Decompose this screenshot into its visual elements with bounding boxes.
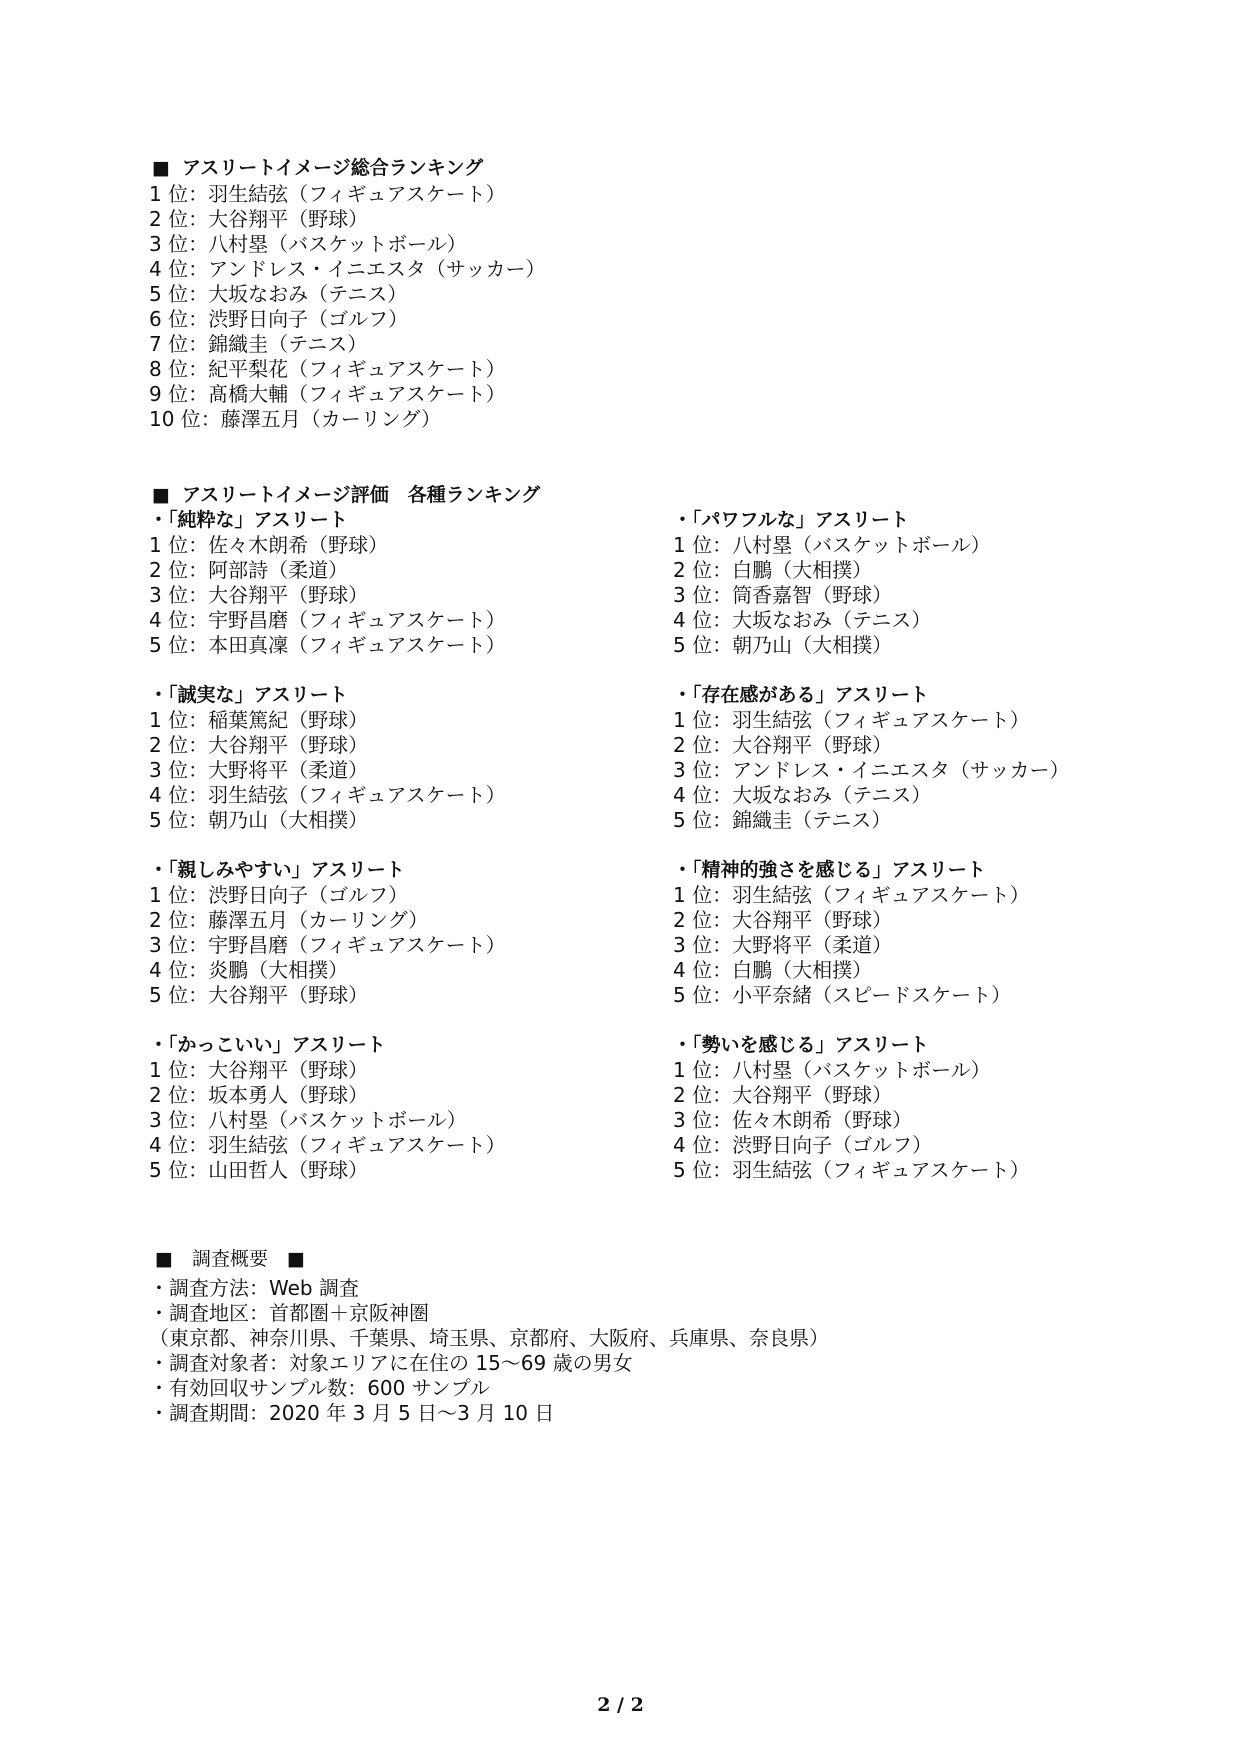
survey-details-list [149,1276,829,1426]
list-item: 4 位：羽生結弦（フィギュアスケート） [149,783,506,807]
survey-period: ・調査期間：2020 年 3 月 5 日～3 月 10 日 [149,1401,555,1425]
list-item: 4 位：渋野日向子（ゴルフ） [673,1133,933,1157]
list-item: 1 位：羽生結弦（フィギュアスケート） [673,883,1030,907]
survey-sample-count: ・有効回収サンプル数：600 サンプル [149,1376,490,1400]
list-item: 3 位：八村塁（バスケットボール） [149,232,467,256]
list-item: 3 位：アンドレス・イニエスタ（サッカー） [673,758,1070,782]
list-item: 5 位：朝乃山（大相撲） [149,808,369,832]
list-item: 3 位：大野将平（柔道） [673,933,893,957]
list-item: 1 位：渋野日向子（ゴルフ） [149,883,409,907]
list-item: 1 位：大谷翔平（野球） [149,1058,369,1082]
list-item: 5 位：大谷翔平（野球） [149,983,369,1007]
list-item: 4 位：宇野昌磨（フィギュアスケート） [149,608,506,632]
list-item: 3 位：大谷翔平（野球） [149,583,369,607]
category-title: ・「純粋な」アスリート [149,509,348,531]
survey-target: ・調査対象者：対象エリアに在住の 15～69 歳の男女 [149,1351,633,1375]
list-item: 2 位：大谷翔平（野球） [149,207,369,231]
category-sincere [149,683,629,833]
list-item: 7 位：錦織圭（テニス） [149,332,368,356]
list-item: 10 位：藤澤五月（カーリング） [149,407,442,431]
category-title: ・「パワフルな」アスリート [673,509,909,531]
category-title: ・「精神的強さを感じる」アスリート [673,859,986,881]
list-item: 2 位：大谷翔平（野球） [673,1083,893,1107]
list-item: 1 位：羽生結弦（フィギュアスケート） [149,182,506,206]
category-presence [673,683,1153,833]
page-number: 2 / 2 [597,1694,644,1716]
survey-heading: ■ 調査概要 ■ [155,1248,305,1270]
list-item: 3 位：宇野昌磨（フィギュアスケート） [149,933,506,957]
category-title: ・「誠実な」アスリート [149,684,348,706]
list-item: 5 位：羽生結弦（フィギュアスケート） [673,1158,1030,1182]
list-item: 2 位：阿部詩（柔道） [149,558,349,582]
list-item: 2 位：坂本勇人（野球） [149,1083,369,1107]
category-title: ・「存在感がある」アスリート [673,684,929,706]
category-powerful [673,508,1153,658]
list-item: 1 位：八村塁（バスケットボール） [673,533,991,557]
survey-method: ・調査方法：Web 調査 [149,1276,359,1300]
list-item: 2 位：大谷翔平（野球） [673,908,893,932]
category-mental-strength [673,858,1153,1008]
list-item: 5 位：本田真凜（フィギュアスケート） [149,633,506,657]
list-item: 5 位：山田哲人（野球） [149,1158,369,1182]
list-item: 4 位：白鵬（大相撲） [673,958,873,982]
list-item: 2 位：藤澤五月（カーリング） [149,908,429,932]
list-item: 1 位：羽生結弦（フィギュアスケート） [673,708,1030,732]
list-item: 5 位：朝乃山（大相撲） [673,633,893,657]
list-item: 3 位：佐々木朗希（野球） [673,1108,913,1132]
category-title: ・「勢いを感じる」アスリート [673,1034,929,1056]
survey-area: ・調査地区：首都圏＋京阪神圏 [149,1301,429,1325]
overall-ranking-heading: ■ アスリートイメージ総合ランキング [152,157,484,179]
list-item: 2 位：大谷翔平（野球） [673,733,893,757]
category-cool [149,1033,629,1183]
list-item: 4 位：羽生結弦（フィギュアスケート） [149,1133,506,1157]
category-title: ・「かっこいい」アスリート [149,1034,386,1056]
list-item: 1 位：佐々木朗希（野球） [149,533,389,557]
category-title: ・「親しみやすい」アスリート [149,859,405,881]
list-item: 4 位：アンドレス・イニエスタ（サッカー） [149,257,546,281]
square-bullet-icon: ■ [152,157,170,179]
list-item: 3 位：八村塁（バスケットボール） [149,1108,467,1132]
list-item: 8 位：紀平梨花（フィギュアスケート） [149,357,506,381]
list-item: 3 位：大野将平（柔道） [149,758,369,782]
list-item: 9 位：髙橋大輔（フィギュアスケート） [149,382,506,406]
square-bullet-icon: ■ [152,484,170,506]
category-momentum [673,1033,1153,1183]
list-item: 2 位：白鵬（大相撲） [673,558,873,582]
list-item: 5 位：大坂なおみ（テニス） [149,282,408,306]
survey-area-detail: （東京都、神奈川県、千葉県、埼玉県、京都府、大阪府、兵庫県、奈良県） [149,1326,829,1350]
list-item: 5 位：小平奈緒（スピードスケート） [673,983,1012,1007]
list-item: 6 位：渋野日向子（ゴルフ） [149,307,409,331]
overall-ranking-list [149,182,545,432]
list-item: 5 位：錦織圭（テニス） [673,808,892,832]
category-ranking-heading: ■ アスリートイメージ評価 各種ランキング [152,484,541,506]
list-item: 4 位：炎鵬（大相撲） [149,958,349,982]
category-pure [149,508,629,658]
category-friendly [149,858,629,1008]
list-item: 4 位：大坂なおみ（テニス） [673,608,932,632]
list-item: 3 位：筒香嘉智（野球） [673,583,893,607]
list-item: 1 位：稲葉篤紀（野球） [149,708,369,732]
list-item: 4 位：大坂なおみ（テニス） [673,783,932,807]
list-item: 1 位：八村塁（バスケットボール） [673,1058,991,1082]
list-item: 2 位：大谷翔平（野球） [149,733,369,757]
